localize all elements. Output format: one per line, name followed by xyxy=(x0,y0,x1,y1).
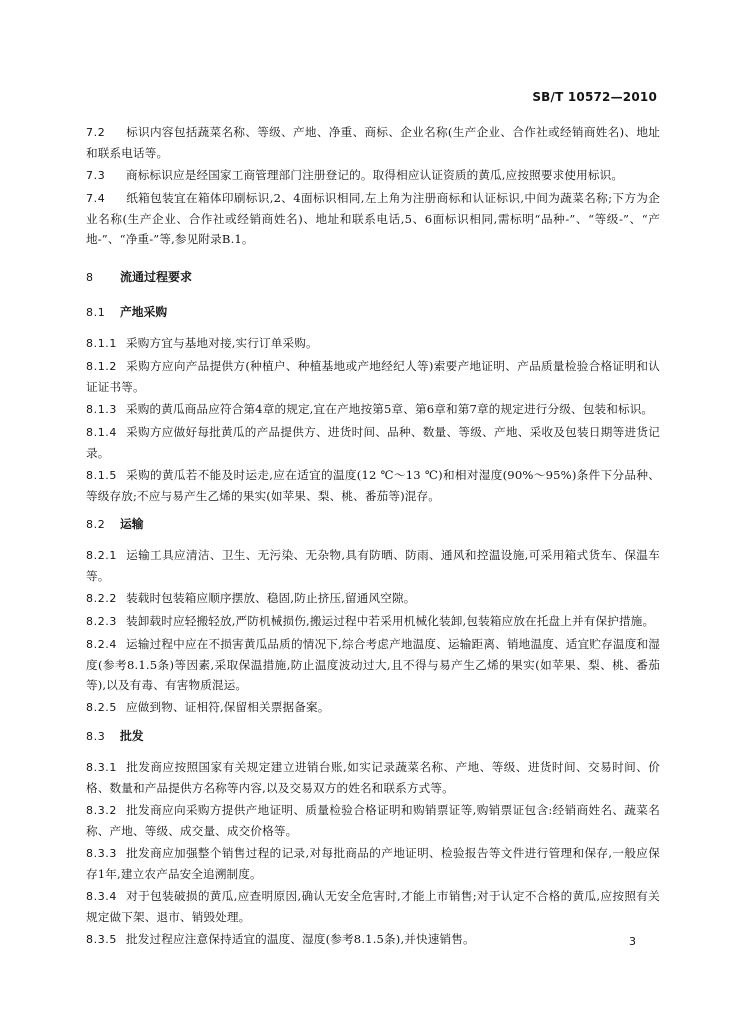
clause-8-1-4: 8.1.4 采购方应做好每批黄瓜的产品提供方、进货时间、品种、数量、等级、产地、采收及包装日期等进货记录。 xyxy=(86,425,660,460)
section-8-1-heading: 8.1 产地采购 xyxy=(86,305,168,319)
section-8-2-heading: 8.2 运输 xyxy=(86,517,144,531)
clause-8-2-2: 8.2.2 装载时包装箱应顺序摆放、稳固,防止挤压,留通风空隙。 xyxy=(86,591,416,605)
clause-8-1-3: 8.1.3 采购的黄瓜商品应符合第4章的规定,宜在产地按第5章、第6章和第7章的规定进行分级、包装和标识。 xyxy=(86,402,654,416)
clause-8-2-4: 8.2.4 运输过程中应在不损害黄瓜品质的情况下,综合考虑产地温度、运输距离、销地温度、适宜贮存温度和湿度(参考8.1.5条)等因素,采取保温措施,防止温度波动过大,且不得与易产生乙烯的果实(如苹果、梨、桃、番茄等),以及有毒、有害物质混运。 xyxy=(86,637,660,692)
clause-8-3-4: 8.3.4 对于包装破损的黄瓜,应查明原因,确认无安全危害时,才能上市销售;对于认定不合格的黄瓜,应按照有关规定做下架、退市、销毁处理。 xyxy=(86,889,660,924)
page-content xyxy=(86,122,660,952)
clause-8-2-5: 8.2.5 应做到物、证相符,保留相关票据备案。 xyxy=(86,700,330,714)
clause-8-2-1: 8.2.1 运输工具应清洁、卫生、无污染、无杂物,具有防晒、防雨、通风和控温设施,可采用箱式货车、保温车等。 xyxy=(86,548,660,583)
clause-7-2: 7.2 标识内容包括蔬菜名称、等级、产地、净重、商标、企业名称(生产企业、合作社或经销商姓名)、地址和联系电话等。 xyxy=(86,125,660,160)
clause-8-2-3: 8.2.3 装卸载时应轻搬轻放,严防机械损伤,搬运过程中若采用机械化装卸,包装箱应放在托盘上并有保护措施。 xyxy=(86,614,655,628)
clause-8-1-1: 8.1.1 采购方宜与基地对接,实行订单采购。 xyxy=(86,336,318,350)
clause-8-3-3: 8.3.3 批发商应加强整个销售过程的记录,对每批商品的产地证明、检验报告等文件进行管理和保存,一般应保存1年,建立农产品安全追溯制度。 xyxy=(86,846,660,881)
clause-8-1-5: 8.1.5 采购的黄瓜若不能及时运走,应在适宜的温度(12 ℃～13 ℃)和相对湿度(90%～95%)条件下分品种、等级存放;不应与易产生乙烯的果实(如苹果、梨、桃、番茄等)混存。 xyxy=(86,468,660,503)
section-8-heading: 8 流通过程要求 xyxy=(86,270,193,284)
page-number: 3 xyxy=(629,935,636,948)
clause-8-3-5: 8.3.5 批发过程应注意保持适宜的温度、湿度(参考8.1.5条),并快速销售。 xyxy=(86,932,475,946)
clause-8-3-1: 8.3.1 批发商应按照国家有关规定建立进销台账,如实记录蔬菜名称、产地、等级、进货时间、交易时间、价格、数量和产品提供方名称等内容,以及交易双方的姓名和联系方式等。 xyxy=(86,760,660,795)
standard-code: SB/T 10572—2010 xyxy=(532,90,657,104)
section-8-3-heading: 8.3 批发 xyxy=(86,729,144,743)
clause-7-3: 7.3 商标标识应是经国家工商管理部门注册登记的。取得相应认证资质的黄瓜,应按照要求使用标识。 xyxy=(86,168,624,182)
clause-8-1-2: 8.1.2 采购方应向产品提供方(种植户、种植基地或产地经纪人等)索要产地证明、产品质量检验合格证明和认证证书等。 xyxy=(86,359,660,394)
clause-8-3-2: 8.3.2 批发商应向采购方提供产地证明、质量检验合格证明和购销票证等,购销票证包含:经销商姓名、蔬菜名称、产地、等级、成交量、成交价格等。 xyxy=(86,803,660,838)
clause-7-4: 7.4 纸箱包装宜在箱体印刷标识,2、4面标识相同,左上角为注册商标和认证标识,中间为蔬菜名称;下方为企业名称(生产企业、合作社或经销商姓名)、地址和联系电话,5、6面标识相同,需标明“品种-”、“等级-”、“产地-”、“净重-”等,参见附录B.1。 xyxy=(86,191,660,246)
